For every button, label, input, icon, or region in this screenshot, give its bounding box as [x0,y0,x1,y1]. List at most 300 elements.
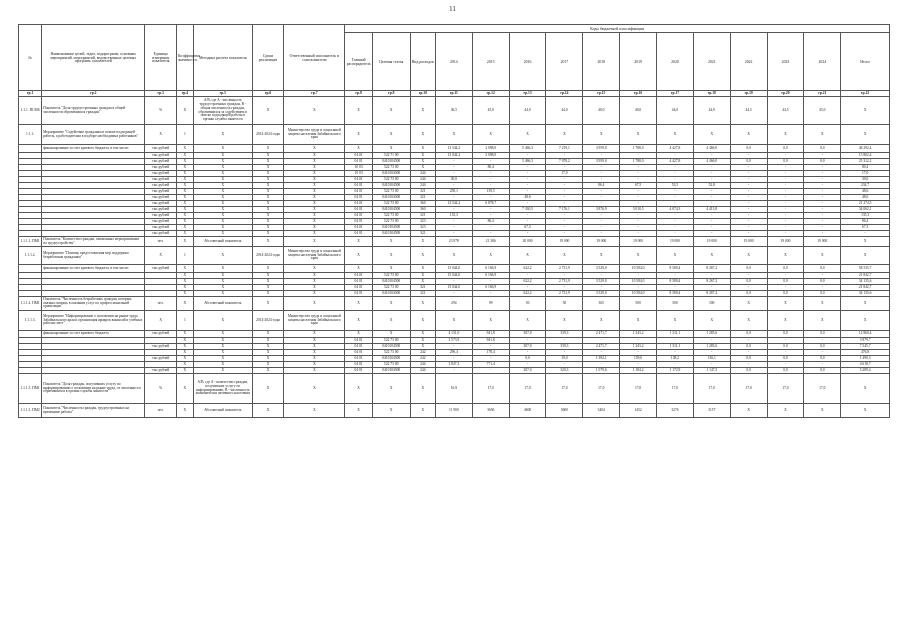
table-cell: - [546,177,583,183]
table-cell: X [252,338,284,344]
table-cell: X [252,331,284,338]
table-cell: - [546,219,583,225]
header-year: 2014 [435,33,472,91]
column-number: гр.3 [145,91,177,97]
table-cell: 522 73 00 [372,213,410,219]
table-cell: 0,0 [804,344,841,350]
table-cell: 242 [410,356,435,362]
table-row [19,247,890,265]
table-cell: X [284,291,345,297]
table-cell: - [804,225,841,231]
table-cell: X [252,195,284,201]
table-cell: - [657,219,694,225]
table-cell: X [730,247,767,265]
table-cell: - [767,213,804,219]
table-cell: - [620,225,657,231]
table-cell: 1 283,6 [693,331,730,338]
table-cell: 2 731,9 [546,279,583,285]
table-cell: 1 283,6 [693,344,730,350]
table-cell: Абсолютный показатель [193,237,252,247]
table-cell: 16,9 [435,374,472,404]
table-cell: 0,0 [509,356,546,362]
column-number: гр.21 [804,91,841,97]
table-cell: 44,0 [546,97,583,125]
table-cell: 30,0 [841,177,890,183]
header-year: 2022 [730,33,767,91]
table-cell: X [284,237,345,247]
table-cell: X [620,247,657,265]
table-cell: - [657,338,694,344]
table-cell: 522 73 00 [372,338,410,344]
table-cell: 30,0 [435,177,472,183]
table-cell: - [583,165,620,171]
table-cell: X [193,285,252,291]
table-cell: X [193,279,252,285]
table-cell: 0410104500 [372,344,410,350]
header-year: 2015 [472,33,509,91]
header-year: 2016 [509,33,546,91]
table-cell: 21 386 [472,237,509,247]
table-cell: - [546,285,583,291]
table-cell: тыс.рублей [145,213,177,219]
table-cell: - [767,285,804,291]
table-cell: - [583,213,620,219]
table-cell: - [804,165,841,171]
table-cell: - [657,231,694,237]
table-cell: - [767,183,804,189]
table-cell: X [284,285,345,291]
table-cell: X [284,374,345,404]
table-cell: - [472,279,509,285]
table-cell: Министерство труда и социальной защиты населения Забайкальского края [284,247,345,265]
table-cell: - [767,189,804,195]
table-cell: X [372,331,410,338]
table-cell: X [345,265,372,273]
table-cell: 1 490,3 [841,356,890,362]
table-cell: - [693,165,730,171]
table-cell: - [804,153,841,159]
table-cell: 1.1.1.1. ПМ1 [19,237,42,247]
table-cell: X [767,247,804,265]
header-total: Итого [841,33,890,91]
table-cell: 0410104500 [372,195,410,201]
table-cell: X [345,125,372,145]
table-cell: 321 [410,285,435,291]
table-cell: X [252,285,284,291]
table-cell: - [804,285,841,291]
table-cell: X [410,273,435,279]
table-cell: - [730,338,767,344]
table-cell: - [472,177,509,183]
table-cell: 1 343,2 [620,331,657,338]
column-number: гр.8 [345,91,372,97]
table-cell: 12 860,4 [841,331,890,338]
table-cell: X [176,338,193,344]
table-cell: 2014-2024 годы [252,247,284,265]
table-cell: X [284,356,345,362]
table-cell: - [546,231,583,237]
table-cell: X [176,279,193,285]
table-cell: 04 01 [345,231,372,237]
table-cell: 0410104500 [372,225,410,231]
table-cell: 138,2 [657,356,694,362]
table-cell: 10 584,0 [620,265,657,273]
table-cell: 04 01 [345,183,372,189]
table-cell: 04 01 [345,219,372,225]
table-cell: 1 [176,311,193,331]
table-cell: X [176,374,193,404]
table-cell: 7 330,5 [509,207,546,213]
table-cell: 19 000 [657,237,694,247]
table-cell: 99 [472,297,509,311]
table-cell: 86,4 [841,219,890,225]
table-cell: 44,5 [767,97,804,125]
table-cell: 40,0 [620,97,657,125]
table-cell: 8 580,4 [657,291,694,297]
table-cell: X [284,404,345,418]
table-cell: X [176,159,193,165]
table-cell: - [693,171,730,177]
table-cell: 7 219,1 [546,145,583,153]
table-cell: чел. [145,404,177,418]
table-cell: X [176,331,193,338]
table-cell: 34 135,6 [841,279,890,285]
table-cell: 17,0 [472,374,509,404]
table-cell: X [472,311,509,331]
table-cell: 0,0 [730,344,767,350]
table-cell: X [176,344,193,350]
row-title-cell: Мероприятие "Помощь предоставления мер поддержки безработным гражданам" [42,247,145,265]
table-cell: тыс.рублей [145,344,177,350]
table-cell: X [252,237,284,247]
table-cell: X [372,297,410,311]
table-cell: X [252,344,284,350]
table-cell: X [252,189,284,195]
table-cell: 19 000 [730,237,767,247]
table-cell: X [345,97,372,125]
table-cell: 10 03 [345,165,372,171]
table-cell: X [284,213,345,219]
table-cell: X [252,297,284,311]
table-cell: - [693,153,730,159]
table-cell: - [693,338,730,344]
table-cell: - [509,177,546,183]
table-cell: 0,0 [767,368,804,374]
table-cell: X [410,159,435,165]
table-cell: - [804,195,841,201]
table-cell: X [176,404,193,418]
table-cell: 321 [410,231,435,237]
table-cell: X [252,279,284,285]
table-cell: 44,5 [730,97,767,125]
table-cell: 6 878,7 [472,201,509,207]
table-cell: X [252,374,284,404]
table-cell: X [193,219,252,225]
table-cell: 0,0 [804,356,841,362]
table-cell: X [345,404,372,418]
table-cell: - [693,362,730,368]
table-cell: - [767,165,804,171]
table-cell: X [176,291,193,297]
table-cell: - [657,213,694,219]
table-cell: 1 172,9 [657,368,694,374]
table-cell: X [193,145,252,153]
table-cell: X [193,183,252,189]
table-cell: тыс.рублей [145,165,177,171]
table-cell: 135,3 [841,213,890,219]
table-cell: 0410104500 [372,159,410,165]
table-cell: X [176,368,193,374]
table-cell: чел. [145,237,177,247]
table-cell: - [435,225,472,231]
table-cell: X [176,177,193,183]
table-cell: - [693,189,730,195]
table-cell: X [252,177,284,183]
table-cell: 17,0 [509,374,546,404]
table-cell: - [546,350,583,356]
table-cell: 1.1.1.2. [19,247,42,265]
table-cell: X [284,207,345,213]
table-cell: тыс.рублей [145,183,177,189]
table-cell: 48,6 [841,195,890,201]
table-cell: X [176,297,193,311]
table-cell: 941,8 [472,338,509,344]
table-cell: 0,0 [804,159,841,165]
table-cell: - [435,159,472,165]
column-number: гр.6 [252,91,284,97]
table-cell: X [284,183,345,189]
table-cell: 1452 [620,404,657,418]
table-cell: X [284,338,345,344]
table-cell: - [546,183,583,189]
table-cell: 13 044,2 [435,153,472,159]
table-cell: 500 [657,297,694,311]
table-cell: 3 876,9 [583,207,620,213]
table-cell: A/B, где A - численность трудоустроенных граждан, B - общая численность граждан, обратившихся за содействием в поиске подходящей работы в органы службы занятости [193,97,252,125]
table-cell: X [841,297,890,311]
table-cell: 23 978 [435,237,472,247]
table-cell: 86,4 [583,183,620,189]
header-number: № [19,25,42,91]
header-method: Методика расчета показателя [193,25,252,91]
table-cell: 0,0 [730,159,767,165]
table-cell: 19 000 [693,237,730,247]
table-cell: 04 01 [345,285,372,291]
table-cell: 941,8 [472,331,509,338]
table-cell: - [509,362,546,368]
table-cell: - [435,195,472,201]
table-cell: 0,0 [730,331,767,338]
table-row [19,97,890,125]
table-cell: тыс.рублей [145,177,177,183]
table-cell: - [546,195,583,201]
table-cell: 48,6 [509,195,546,201]
table-cell: 7 078,2 [546,159,583,165]
table-row [19,265,890,273]
table-cell: 67,5 [620,183,657,189]
table-cell: 50 [509,297,546,311]
table-cell: X [193,125,252,145]
column-number: гр.11 [435,91,472,97]
table-cell: - [546,165,583,171]
table-cell: 3 529,0 [583,279,620,285]
table-cell: 04 01 [345,338,372,344]
table-cell: X [583,247,620,265]
table-cell: 1.1.1.3. ПМ2 [19,404,42,418]
table-cell: 7 176,1 [546,207,583,213]
header-year: 2024 [804,33,841,91]
table-cell: X [176,189,193,195]
table-cell: 0,0 [767,344,804,350]
table-cell: - [730,285,767,291]
table-cell: 45,0 [472,97,509,125]
table-cell: X [193,356,252,362]
table-cell: 522 73 00 [372,350,410,356]
table-cell: - [620,231,657,237]
table-cell: X [410,237,435,247]
table-cell: - [767,362,804,368]
table-cell: 15 044,0 [435,265,472,273]
table-cell: X [509,311,546,331]
table-cell: 3 529,0 [583,265,620,273]
table-cell: - [657,165,694,171]
table-cell: 321 [410,213,435,219]
table-cell: - [730,195,767,201]
column-number: гр.7 [284,91,345,97]
table-cell: 17,0 [841,171,890,177]
table-cell: X [410,374,435,404]
table-cell: X [193,338,252,344]
table-cell: X [193,165,252,171]
table-cell: X [804,125,841,145]
table-cell: 5 289,4 [841,368,890,374]
table-cell: X [284,279,345,285]
table-cell: - [620,165,657,171]
table-cell: 5 466,3 [509,159,546,165]
table-cell: 17,0 [546,374,583,404]
table-cell: 360 [410,201,435,207]
table-cell: - [804,338,841,344]
table-cell: 04 01 [345,153,372,159]
table-cell: X [252,145,284,153]
table-cell: 3656 [472,404,509,418]
table-cell: X [284,145,345,153]
table-cell: - [620,195,657,201]
table-cell: X [841,404,890,418]
table-cell: 17,0 [767,374,804,404]
table-cell: - [804,189,841,195]
table-cell: 2 098,0 [472,145,509,153]
table-cell: 136,1 [693,356,730,362]
table-cell: X [252,213,284,219]
table-cell: X [252,159,284,165]
header-code-admin: Главный распорядитель [345,33,372,91]
table-cell: - [730,153,767,159]
table-cell: 04 01 [345,159,372,165]
header-year: 2021 [693,33,730,91]
table-cell: - [472,207,509,213]
table-cell: 339,3 [546,331,583,338]
table-cell: 17,0 [546,171,583,177]
table-cell: - [657,285,694,291]
table-cell: 1 311,1 [657,331,694,338]
table-cell: 13 544,2 [435,201,472,207]
column-number: гр.2 [42,91,145,97]
table-cell: 6 166,9 [472,285,509,291]
table-cell: X [176,356,193,362]
table-cell: X [372,97,410,125]
table-cell: X [546,311,583,331]
table-cell: X [410,265,435,273]
table-cell: X [193,265,252,273]
table-cell: 1 788,0 [620,145,657,153]
table-cell: 250,1 [435,189,472,195]
table-cell: X [841,311,890,331]
table-cell: X [372,311,410,331]
table-cell: 244 [410,362,435,368]
table-cell: X [435,247,472,265]
table-cell: X [372,125,410,145]
state-program-table [18,24,890,418]
table-cell: 1.1.1. ПСМ6 [19,97,42,125]
table-cell: X [546,125,583,145]
table-cell: тыс.рублей [145,225,177,231]
table-cell: 17,0 [657,374,694,404]
table-cell: 1 392,1 [583,356,620,362]
table-cell: 17,0 [583,374,620,404]
row-title-cell: Показатель "Количество граждан, охваченных мероприятиями по трудоустройству" [42,237,145,247]
table-cell: - [509,273,546,279]
table-cell: X [284,159,345,165]
table-cell: X [410,125,435,145]
table-cell: 4 131,0 [435,331,472,338]
table-cell: X [284,231,345,237]
table-cell: X [176,207,193,213]
table-cell: - [693,225,730,231]
table-cell: 476,8 [841,350,890,356]
table-cell: 0,0 [804,291,841,297]
table-cell: X [284,189,345,195]
table-cell: 67,3 [841,225,890,231]
table-cell: 04 01 [345,344,372,350]
table-cell: 04 01 [345,356,372,362]
table-cell: тыс.рублей [145,195,177,201]
table-cell: - [583,195,620,201]
table-cell: X [193,201,252,207]
table-cell: - [767,350,804,356]
table-cell: - [546,153,583,159]
table-cell: 4 466,0 [693,159,730,165]
table-cell: - [767,338,804,344]
table-cell: 04 01 [345,362,372,368]
table-cell: 0,0 [804,368,841,374]
table-cell: % [145,374,177,404]
table-cell: X [435,125,472,145]
table-cell: X [345,374,372,404]
table-cell: X [252,165,284,171]
table-cell: - [472,368,509,374]
table-cell: 17,0 [693,374,730,404]
table-cell: X [193,350,252,356]
table-cell: X [410,338,435,344]
table-cell: X [410,297,435,311]
table-cell: - [657,362,694,368]
table-cell: 244 [410,171,435,177]
table-cell: X [372,404,410,418]
table-cell: 80,4 [472,165,509,171]
table-cell: 0410104500 [372,207,410,213]
table-cell: - [546,362,583,368]
